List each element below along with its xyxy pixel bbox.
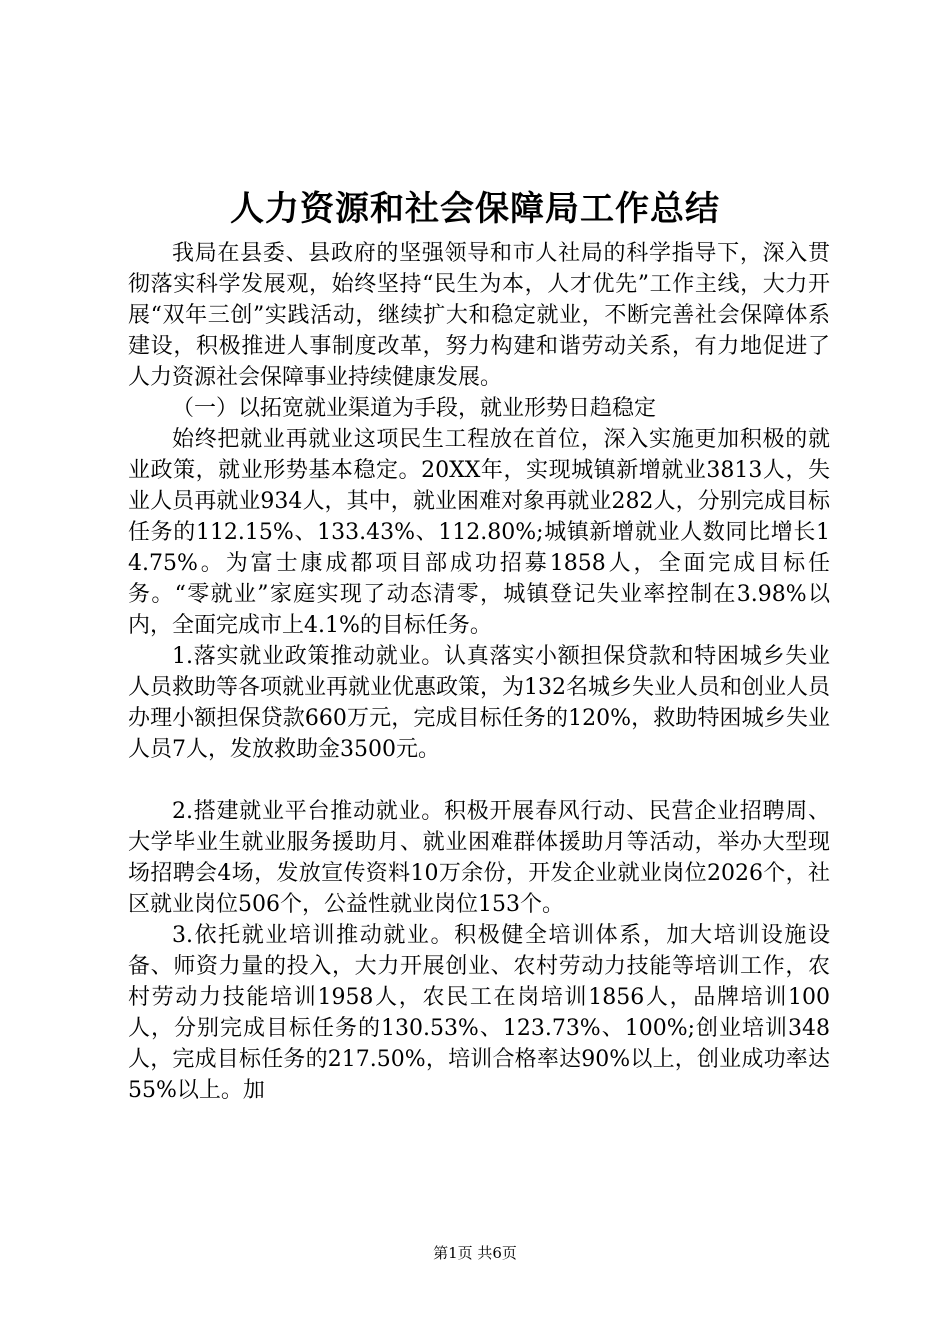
training-paragraph: 3.依托就业培训推动就业。积极健全培训体系，加大培训设施设备、师资力量的投入，大力开展创业、农村劳动力技能等培训工作，农村劳动力技能培训1958人，农民工在岗培训1856人，品牌培训100人，分别完成目标任务的130.53%、123.73%、100%;创业培训348人，完成目标任务的217.50%，培训合格率达90%以上，创业成功率达55%以上。加 — [128, 923, 830, 1103]
platform-paragraph: 2.搭建就业平台推动就业。积极开展春风行动、民营企业招聘周、大学毕业生就业服务援助月、就业困难群体援助月等活动，举办大型现场招聘会4场，发放宣传资料10万余份，开发企业就业岗位2026个，社区就业岗位506个，公益性就业岗位153个。 — [128, 799, 830, 917]
document-body — [128, 238, 830, 1106]
intro-paragraph: 我局在县委、县政府的坚强领导和市人社局的科学指导下，深入贯彻落实科学发展观，始终坚持“民生为本，人才优先”工作主线，大力开展“双年三创”实践活动，继续扩大和稳定就业，不断完善社会保障体系建设，积极推进人事制度改革，努力构建和谐劳动关系，有力地促进了人力资源社会保障事业持续健康发展。 — [128, 241, 830, 390]
document-title: 人力资源和社会保障局工作总结 — [230, 189, 720, 229]
section-heading: （一）以拓宽就业渠道为手段，就业形势日趋稳定 — [172, 396, 657, 421]
employment-paragraph: 始终把就业再就业这项民生工程放在首位，深入实施更加积极的就业政策，就业形势基本稳定。20XX年，实现城镇新增就业3813人，失业人员再就业934人，其中，就业困难对象再就业282人，分别完成目标任务的112.15%、133.43%、112.80%;城镇新增就业人数同比增长14.75%。为富士康成都项目部成功招募1858人，全面完成目标任务。“零就业”家庭实现了动态清零，城镇登记失业率控制在3.98%以内，全面完成市上4.1%的目标任务。 — [128, 427, 830, 638]
policy-paragraph: 1.落实就业政策推动就业。认真落实小额担保贷款和特困城乡失业人员救助等各项就业再就业优惠政策，为132名城乡失业人员和创业人员办理小额担保贷款660万元，完成目标任务的120%，救助特困城乡失业人员7人，发放救助金3500元。 — [128, 644, 830, 762]
page-footer: 第1页 共6页 — [433, 1244, 517, 1262]
